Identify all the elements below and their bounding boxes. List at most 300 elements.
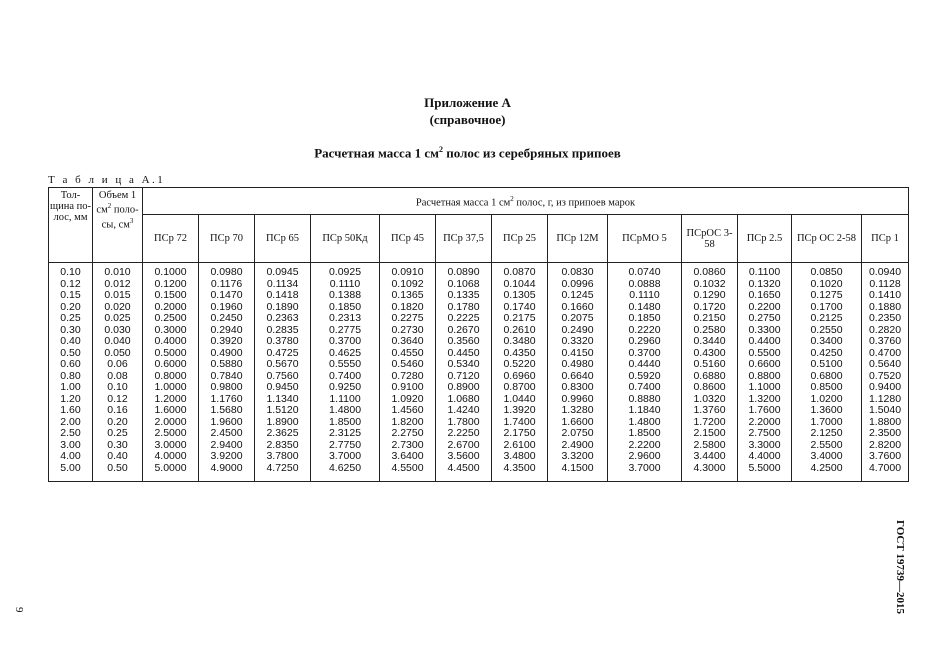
table-cell: 0.8900 xyxy=(436,382,492,394)
table-cell: 0.7400 xyxy=(311,371,380,383)
table-cell: 0.8600 xyxy=(682,382,738,394)
table-body xyxy=(49,263,909,482)
table-cell: 0.1128 xyxy=(862,279,909,291)
table-cell: 0.2550 xyxy=(792,325,862,337)
table-cell: 1.1100 xyxy=(311,394,380,406)
grade-header-row xyxy=(49,215,909,263)
table-cell: 5.00 xyxy=(49,463,93,482)
header-group-text: Расчетная масса 1 см xyxy=(415,197,511,209)
table-cell: 0.7840 xyxy=(199,371,255,383)
table-cell: 0.4000 xyxy=(143,336,199,348)
table-cell: 2.5000 xyxy=(143,428,199,440)
header-grade: ПСрМО 5 xyxy=(608,215,682,263)
table-cell: 2.7750 xyxy=(311,440,380,452)
table-cell: 0.2150 xyxy=(682,313,738,325)
table-cell: 1.7400 xyxy=(492,417,548,429)
table-cell: 2.0750 xyxy=(548,428,608,440)
table-cell: 0.012 xyxy=(93,279,143,291)
table-cell: 0.5160 xyxy=(682,359,738,371)
table-cell: 0.4725 xyxy=(255,348,311,360)
table-cell: 0.1200 xyxy=(143,279,199,291)
table-cell: 0.1650 xyxy=(738,290,792,302)
table-cell: 1.6000 xyxy=(143,405,199,417)
appendix-title xyxy=(0,94,935,128)
table-cell: 1.1000 xyxy=(738,382,792,394)
table-cell: 0.5220 xyxy=(492,359,548,371)
table-cell: 1.0320 xyxy=(682,394,738,406)
table-cell: 0.2275 xyxy=(380,313,436,325)
table-cell: 0.0888 xyxy=(608,279,682,291)
table-row xyxy=(49,382,909,394)
standard-designation: ГОСТ 19739—2015 xyxy=(894,520,906,614)
table-row xyxy=(49,359,909,371)
table-cell: 0.9450 xyxy=(255,382,311,394)
table-cell: 1.0440 xyxy=(492,394,548,406)
table-cell: 2.2200 xyxy=(608,440,682,452)
table-cell: 0.1960 xyxy=(199,302,255,314)
table-cell: 3.4800 xyxy=(492,451,548,463)
table-cell: 0.1700 xyxy=(792,302,862,314)
table-cell: 0.9100 xyxy=(380,382,436,394)
table-cell: 3.0000 xyxy=(143,440,199,452)
table-cell: 3.5600 xyxy=(436,451,492,463)
table-cell: 0.3440 xyxy=(682,336,738,348)
table-cell: 0.040 xyxy=(93,336,143,348)
table-cell: 0.1880 xyxy=(862,302,909,314)
table-cell: 0.3480 xyxy=(492,336,548,348)
table-cell: 0.0740 xyxy=(608,263,682,279)
table-cell: 0.1092 xyxy=(380,279,436,291)
table-cell: 0.0980 xyxy=(199,263,255,279)
table-cell: 0.50 xyxy=(49,348,93,360)
header-grade: ПСр 37,5 xyxy=(436,215,492,263)
table-cell: 0.1410 xyxy=(862,290,909,302)
table-cell: 0.9250 xyxy=(311,382,380,394)
table-cell: 0.010 xyxy=(93,263,143,279)
table-cell: 0.3760 xyxy=(862,336,909,348)
table-cell: 0.1020 xyxy=(792,279,862,291)
header-volume-tail-sup: 3 xyxy=(129,216,134,225)
table-cell: 2.6700 xyxy=(436,440,492,452)
table-cell: 1.8800 xyxy=(862,417,909,429)
table-cell: 1.5120 xyxy=(255,405,311,417)
table-cell: 0.9800 xyxy=(199,382,255,394)
table-cell: 0.0830 xyxy=(548,263,608,279)
table-cell: 0.20 xyxy=(93,417,143,429)
table-cell: 0.2960 xyxy=(608,336,682,348)
table-cell: 0.6800 xyxy=(792,371,862,383)
appendix-note: (справочное) xyxy=(429,112,506,127)
table-cell: 0.4980 xyxy=(548,359,608,371)
table-cell: 0.30 xyxy=(49,325,93,337)
table-cell: 0.2450 xyxy=(199,313,255,325)
table-cell: 0.1850 xyxy=(311,302,380,314)
table-cell: 2.4900 xyxy=(548,440,608,452)
table-cell: 0.1044 xyxy=(492,279,548,291)
table-cell: 0.1134 xyxy=(255,279,311,291)
table-cell: 0.0910 xyxy=(380,263,436,279)
table-cell: 3.7000 xyxy=(608,463,682,482)
header-grade: ПСр 1 xyxy=(862,215,909,263)
table-cell: 1.3200 xyxy=(738,394,792,406)
header-grade: ПСр ОС 2-58 xyxy=(792,215,862,263)
table-cell: 0.4350 xyxy=(492,348,548,360)
table-cell: 2.1250 xyxy=(792,428,862,440)
table-cell: 0.2500 xyxy=(143,313,199,325)
table-cell: 0.3700 xyxy=(608,348,682,360)
table-row xyxy=(49,336,909,348)
table-cell: 2.4500 xyxy=(199,428,255,440)
table-cell: 0.2363 xyxy=(255,313,311,325)
table-cell: 0.2820 xyxy=(862,325,909,337)
table-cell: 1.60 xyxy=(49,405,93,417)
table-cell: 0.1275 xyxy=(792,290,862,302)
table-cell: 0.7280 xyxy=(380,371,436,383)
header-grade: ПСрОС 3-58 xyxy=(682,215,738,263)
header-volume xyxy=(93,188,143,263)
table-cell: 0.2350 xyxy=(862,313,909,325)
table-cell: 0.4550 xyxy=(380,348,436,360)
table-cell: 0.4625 xyxy=(311,348,380,360)
table-cell: 4.1500 xyxy=(548,463,608,482)
table-cell: 1.00 xyxy=(49,382,93,394)
table-cell: 1.4800 xyxy=(311,405,380,417)
table-cell: 3.6400 xyxy=(380,451,436,463)
table-cell: 0.3640 xyxy=(380,336,436,348)
table-cell: 1.5680 xyxy=(199,405,255,417)
table-cell: 2.3125 xyxy=(311,428,380,440)
table-cell: 0.40 xyxy=(49,336,93,348)
table-cell: 0.40 xyxy=(93,451,143,463)
table-cell: 0.10 xyxy=(49,263,93,279)
table-cell: 1.6600 xyxy=(548,417,608,429)
table-cell: 0.1245 xyxy=(548,290,608,302)
table-cell: 0.8300 xyxy=(548,382,608,394)
table-cell: 0.1365 xyxy=(380,290,436,302)
table-cell: 0.30 xyxy=(93,440,143,452)
table-cell: 3.7000 xyxy=(311,451,380,463)
table-cell: 0.4440 xyxy=(608,359,682,371)
table-cell: 0.1068 xyxy=(436,279,492,291)
table-cell: 0.2220 xyxy=(608,325,682,337)
table-cell: 0.2125 xyxy=(792,313,862,325)
table-cell: 1.1280 xyxy=(862,394,909,406)
table-cell: 0.1110 xyxy=(608,290,682,302)
table-cell: 0.015 xyxy=(93,290,143,302)
table-cell: 2.9600 xyxy=(608,451,682,463)
table-cell: 2.2000 xyxy=(738,417,792,429)
table-cell: 2.3625 xyxy=(255,428,311,440)
header-group xyxy=(143,188,909,215)
table-cell: 1.8200 xyxy=(380,417,436,429)
table-cell: 1.8500 xyxy=(311,417,380,429)
table-cell: 1.20 xyxy=(49,394,93,406)
header-grade: ПСр 50Кд xyxy=(311,215,380,263)
table-cell: 2.8200 xyxy=(862,440,909,452)
table-cell: 0.1780 xyxy=(436,302,492,314)
table-cell: 4.7250 xyxy=(255,463,311,482)
table-cell: 0.050 xyxy=(93,348,143,360)
table-cell: 3.7800 xyxy=(255,451,311,463)
table-cell: 0.60 xyxy=(49,359,93,371)
table-cell: 4.3000 xyxy=(682,463,738,482)
table-cell: 0.5340 xyxy=(436,359,492,371)
table-row xyxy=(49,263,909,279)
table-cell: 4.6250 xyxy=(311,463,380,482)
table-cell: 5.0000 xyxy=(143,463,199,482)
solder-mass-table xyxy=(48,187,909,482)
header-grade: ПСр 12М xyxy=(548,215,608,263)
table-cell: 0.8700 xyxy=(492,382,548,394)
table-row xyxy=(49,313,909,325)
table-cell: 0.2610 xyxy=(492,325,548,337)
table-cell: 0.1032 xyxy=(682,279,738,291)
table-cell: 0.0850 xyxy=(792,263,862,279)
table-cell: 2.00 xyxy=(49,417,93,429)
header-volume-tail: поло-сы, см xyxy=(101,204,139,230)
table-cell: 1.4560 xyxy=(380,405,436,417)
table-cell: 0.5670 xyxy=(255,359,311,371)
header-group-tail: полос, г, из припоев марок xyxy=(513,197,636,209)
table-cell: 0.3920 xyxy=(199,336,255,348)
table-cell: 0.1500 xyxy=(143,290,199,302)
table-cell: 0.2750 xyxy=(738,313,792,325)
table-cell: 3.4400 xyxy=(682,451,738,463)
table-cell: 0.020 xyxy=(93,302,143,314)
table-cell: 0.1176 xyxy=(199,279,255,291)
table-cell: 2.50 xyxy=(49,428,93,440)
table-cell: 0.4450 xyxy=(436,348,492,360)
table-cell: 0.4900 xyxy=(199,348,255,360)
table-cell: 3.9200 xyxy=(199,451,255,463)
table-cell: 4.4000 xyxy=(738,451,792,463)
table-cell: 1.0680 xyxy=(436,394,492,406)
table-cell: 4.9000 xyxy=(199,463,255,482)
table-cell: 0.2835 xyxy=(255,325,311,337)
table-cell: 2.6100 xyxy=(492,440,548,452)
table-cell: 1.0200 xyxy=(792,394,862,406)
table-cell: 0.06 xyxy=(93,359,143,371)
table-cell: 0.1740 xyxy=(492,302,548,314)
table-cell: 2.8350 xyxy=(255,440,311,452)
table-row xyxy=(49,290,909,302)
table-cell: 0.12 xyxy=(93,394,143,406)
table-cell: 3.00 xyxy=(49,440,93,452)
table-cell: 0.6600 xyxy=(738,359,792,371)
table-cell: 2.2250 xyxy=(436,428,492,440)
table-cell: 0.3400 xyxy=(792,336,862,348)
table-cell: 0.8800 xyxy=(738,371,792,383)
page-number: 9 xyxy=(13,607,25,613)
header-grade: ПСр 2.5 xyxy=(738,215,792,263)
table-cell: 0.1000 xyxy=(143,263,199,279)
table-cell: 0.0890 xyxy=(436,263,492,279)
table-cell: 5.5000 xyxy=(738,463,792,482)
table-cell: 4.5500 xyxy=(380,463,436,482)
table-cell: 0.80 xyxy=(49,371,93,383)
table-cell: 0.4400 xyxy=(738,336,792,348)
table-cell: 0.1850 xyxy=(608,313,682,325)
table-cell: 1.7600 xyxy=(738,405,792,417)
table-cell: 0.25 xyxy=(93,428,143,440)
table-heading-sup: 2 xyxy=(439,145,444,154)
table-cell: 0.5550 xyxy=(311,359,380,371)
table-cell: 2.2750 xyxy=(380,428,436,440)
header-grade: ПСр 72 xyxy=(143,215,199,263)
table-cell: 1.1340 xyxy=(255,394,311,406)
table-cell: 0.2200 xyxy=(738,302,792,314)
table-cell: 0.2730 xyxy=(380,325,436,337)
table-cell: 0.6880 xyxy=(682,371,738,383)
table-cell: 0.0860 xyxy=(682,263,738,279)
table-cell: 1.5040 xyxy=(862,405,909,417)
table-cell: 0.6960 xyxy=(492,371,548,383)
table-cell: 0.2580 xyxy=(682,325,738,337)
table-cell: 0.3000 xyxy=(143,325,199,337)
table-cell: 0.3780 xyxy=(255,336,311,348)
table-label: Т а б л и ц а А.1 xyxy=(48,174,166,186)
table-cell: 0.2313 xyxy=(311,313,380,325)
table-cell: 3.4000 xyxy=(792,451,862,463)
table-cell: 0.12 xyxy=(49,279,93,291)
table-cell: 4.3500 xyxy=(492,463,548,482)
table-cell: 2.1750 xyxy=(492,428,548,440)
table-cell: 0.50 xyxy=(93,463,143,482)
table-heading-tail: полос из серебряных припоев xyxy=(443,145,621,161)
table-cell: 0.1480 xyxy=(608,302,682,314)
table-cell: 0.3560 xyxy=(436,336,492,348)
table-cell: 0.5000 xyxy=(143,348,199,360)
table-cell: 0.1305 xyxy=(492,290,548,302)
table-cell: 0.0996 xyxy=(548,279,608,291)
table-cell: 0.7120 xyxy=(436,371,492,383)
table-cell: 0.6640 xyxy=(548,371,608,383)
table-cell: 2.5800 xyxy=(682,440,738,452)
table-cell: 0.0870 xyxy=(492,263,548,279)
table-cell: 1.8900 xyxy=(255,417,311,429)
table-cell: 1.4800 xyxy=(608,417,682,429)
table-cell: 0.4700 xyxy=(862,348,909,360)
table-cell: 0.1470 xyxy=(199,290,255,302)
table-cell: 4.4500 xyxy=(436,463,492,482)
header-group-sup: 2 xyxy=(510,194,514,203)
table-cell: 1.4240 xyxy=(436,405,492,417)
table-cell: 2.7300 xyxy=(380,440,436,452)
table-row xyxy=(49,428,909,440)
table-heading-text: Расчетная масса 1 см xyxy=(314,145,440,161)
table-cell: 3.3200 xyxy=(548,451,608,463)
table-cell: 0.20 xyxy=(49,302,93,314)
table-cell: 2.7500 xyxy=(738,428,792,440)
table-row xyxy=(49,463,909,482)
header-grade: ПСр 65 xyxy=(255,215,311,263)
table-cell: 0.6000 xyxy=(143,359,199,371)
table-cell: 1.7200 xyxy=(682,417,738,429)
table-cell: 0.25 xyxy=(49,313,93,325)
table-cell: 0.1100 xyxy=(738,263,792,279)
table-cell: 0.1110 xyxy=(311,279,380,291)
table-cell: 4.7000 xyxy=(862,463,909,482)
table-cell: 2.0000 xyxy=(143,417,199,429)
table-cell: 0.3700 xyxy=(311,336,380,348)
table-cell: 4.0000 xyxy=(143,451,199,463)
table-cell: 1.0920 xyxy=(380,394,436,406)
table-cell: 0.4300 xyxy=(682,348,738,360)
table-cell: 0.1290 xyxy=(682,290,738,302)
table-cell: 0.1320 xyxy=(738,279,792,291)
table-cell: 1.2000 xyxy=(143,394,199,406)
table-cell: 0.2670 xyxy=(436,325,492,337)
table-cell: 2.5500 xyxy=(792,440,862,452)
header-volume-text: Объем 1 см xyxy=(96,190,137,216)
table-cell: 2.3500 xyxy=(862,428,909,440)
table-cell: 0.3320 xyxy=(548,336,608,348)
table-cell: 0.15 xyxy=(49,290,93,302)
table-cell: 0.16 xyxy=(93,405,143,417)
table-cell: 0.9960 xyxy=(548,394,608,406)
table-cell: 0.5880 xyxy=(199,359,255,371)
table-cell: 0.3300 xyxy=(738,325,792,337)
table-cell: 3.7600 xyxy=(862,451,909,463)
table-cell: 0.8000 xyxy=(143,371,199,383)
table-heading xyxy=(0,145,935,161)
header-volume-sup: 2 xyxy=(107,202,112,210)
table-cell: 0.1335 xyxy=(436,290,492,302)
table-cell: 1.9600 xyxy=(199,417,255,429)
table-cell: 1.1840 xyxy=(608,405,682,417)
table-cell: 0.025 xyxy=(93,313,143,325)
table-cell: 0.10 xyxy=(93,382,143,394)
table-cell: 1.3760 xyxy=(682,405,738,417)
table-cell: 0.030 xyxy=(93,325,143,337)
table-cell: 1.3600 xyxy=(792,405,862,417)
table-cell: 0.1820 xyxy=(380,302,436,314)
table-cell: 1.3920 xyxy=(492,405,548,417)
table-cell: 2.9400 xyxy=(199,440,255,452)
table-cell: 1.3280 xyxy=(548,405,608,417)
table-cell: 0.7560 xyxy=(255,371,311,383)
table-cell: 0.4250 xyxy=(792,348,862,360)
header-grade: ПСр 70 xyxy=(199,215,255,263)
table-cell: 0.5500 xyxy=(738,348,792,360)
table-cell: 0.2000 xyxy=(143,302,199,314)
table-cell: 0.5640 xyxy=(862,359,909,371)
header-grade: ПСр 45 xyxy=(380,215,436,263)
table-cell: 1.7800 xyxy=(436,417,492,429)
header-grade: ПСр 25 xyxy=(492,215,548,263)
table-cell: 2.1500 xyxy=(682,428,738,440)
table-cell: 3.3000 xyxy=(738,440,792,452)
table-cell: 0.2075 xyxy=(548,313,608,325)
table-cell: 0.1388 xyxy=(311,290,380,302)
table-cell: 0.1418 xyxy=(255,290,311,302)
table-cell: 0.2940 xyxy=(199,325,255,337)
table-cell: 0.9400 xyxy=(862,382,909,394)
table-cell: 1.0000 xyxy=(143,382,199,394)
table-cell: 0.1720 xyxy=(682,302,738,314)
table-cell: 1.8500 xyxy=(608,428,682,440)
table-cell: 0.2175 xyxy=(492,313,548,325)
table-cell: 0.0945 xyxy=(255,263,311,279)
table-cell: 0.7520 xyxy=(862,371,909,383)
table-cell: 0.5460 xyxy=(380,359,436,371)
table-row xyxy=(49,451,909,463)
table-cell: 1.7000 xyxy=(792,417,862,429)
table-cell: 4.2500 xyxy=(792,463,862,482)
table-cell: 1.1760 xyxy=(199,394,255,406)
table-cell: 0.2225 xyxy=(436,313,492,325)
table-cell: 0.0925 xyxy=(311,263,380,279)
